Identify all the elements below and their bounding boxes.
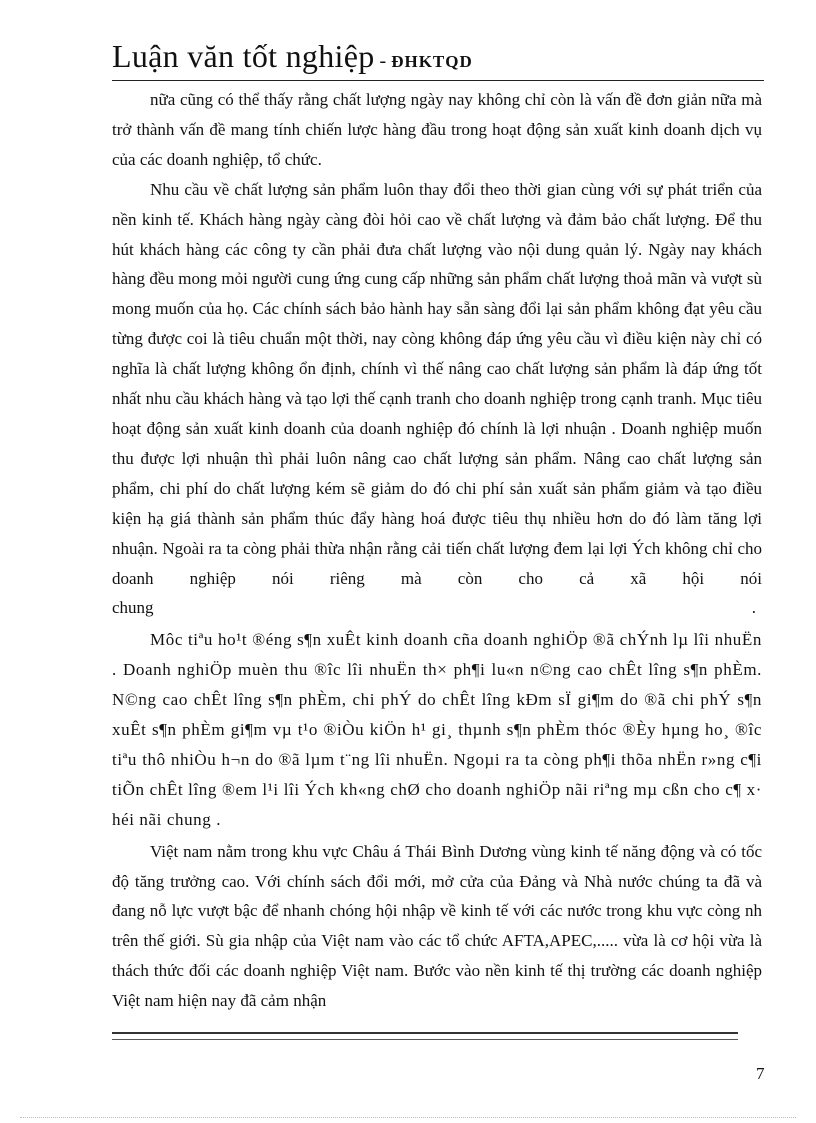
header-separator: - xyxy=(374,50,392,72)
tail-period: . xyxy=(751,598,756,618)
paragraph-2: Nhu cầu về chất lượng sản phẩm luôn thay đổi theo thời gian cùng với sự phát triển của nền kinh tế. Khách hàng ngày càng đòi hỏi cao về chất lượng và đảm bảo chất lượng. Để thu hút khách hàng các công ty cần phải đưa chất lượng vào nội dung quản lý. Ngày nay khách hàng đều mong mỏi người cung ứng cung cấp những sản phẩm chất lượng thoả mãn và vượt sù mong muốn của họ. Các chính sách bảo hành hay sẵn sàng đổi lại sản phẩm không đạt yêu cầu từng được coi là tiêu chuẩn một thời, nay còng không đáp ứng yêu cầu vì điều kiện này chỉ có nghĩa là chất lượng không ổn định, chính vì thế nâng cao chất lượng sản phẩm là đáp ứng tốt nhất nhu cầu khách hàng và tạo lợi thế cạnh tranh cho doanh nghiệp trong cạnh tranh. Mục tiêu hoạt động sản xuất kinh doanh của doanh nghiệp đó chính là lợi nhuận . Doanh nghiệp muốn thu được lợi nhuận thì phải luôn nâng cao chất lượng sản phẩm. Nâng cao chất lượng sản phẩm, chi phí do chất lượng kém sẽ giảm do đó chi phí sản xuất sản phẩm giảm và tạo điều kiện hạ giá thành sản phẩm thúc đẩy hàng hoá được tiêu thụ nhiều hơn do đó làm tăng lợi nhuận. Ngoài ra ta còng phải thừa nhận rằng cải tiến chất lượng đem lại lợi Ých không chỉ cho doanh nghiệp nói riêng mà còn cho cả xã hội nói xyxy=(112,179,762,588)
page-edge-dotted-line xyxy=(20,1117,796,1118)
body-text xyxy=(112,85,762,1016)
page-number: 7 xyxy=(756,1064,765,1083)
footer-rule xyxy=(112,1032,738,1034)
paragraph-3-garbled: Môc tiªu ho¹t ®éng s¶n xuÊt kinh doanh cña doanh nghiÖp ®ã chÝnh lµ lîi nhuËn . Doanh nghiÖp muèn thu ®îc lîi nhuËn th× ph¶i lu«n n©ng cao chÊt lîng s¶n phÈm. N©ng cao chÊt lîng s¶n phÈm, chi phÝ do chÊt lîng kÐm sÏ gi¶m do ®ã chi phÝ s¶n xuÊt s¶n phÈm gi¶m vµ t¹o ®iÒu kiÖn h¹ gi¸ thµnh s¶n phÈm thóc ®Èy hµng ho¸ ®îc tiªu thô nhiÒu h¬n do ®ã lµm t¨ng lîi nhuËn. Ngoµi ra ta còng ph¶i thõa nhËn r»ng c¶i tiÕn chÊt lîng ®em l¹i lîi Ých kh«ng chØ cho doanh nghiÖp nãi riªng mµ cßn cho c¶ x· héi nãi chung . xyxy=(112,630,762,829)
paragraph-1: nữa cũng có thể thấy rằng chất lượng ngày nay không chỉ còn là vấn đề đơn giản nữa mà trở thành vấn đề mang tính chiến lược hàng đầu trong hoạt động sản xuất kinh doanh dịch vụ của các doanh nghiệp, tổ chức. xyxy=(112,90,762,169)
tail-word: chung xyxy=(112,598,154,618)
paragraph-2-tail xyxy=(112,593,762,623)
footer-rule-thin xyxy=(112,1039,738,1040)
paragraph-4: Việt nam nằm trong khu vực Châu á Thái Bình Dương vùng kinh tế năng động và có tốc độ tăng trưởng cao. Với chính sách đổi mới, mở cửa của Đảng và Nhà nước chúng ta đã và đang nỗ lực vượt bậc để nhanh chóng hội nhập về kinh tế với các nước trong khu vực còng nh trên thế giới. Sù gia nhập của Việt nam vào các tổ chức AFTA,APEC,..... vừa là cơ hội vừa là thách thức đối các doanh nghiệp Việt nam. Bước vào nền kinh tế thị trường các doanh nghiệp Việt nam hiện nay đã cảm nhận xyxy=(112,841,762,1011)
header-rule xyxy=(112,80,764,81)
institution-name: ĐHKTQD xyxy=(391,52,473,71)
page-header xyxy=(112,38,762,82)
document-title: Luận văn tốt nghiệp xyxy=(112,38,375,74)
